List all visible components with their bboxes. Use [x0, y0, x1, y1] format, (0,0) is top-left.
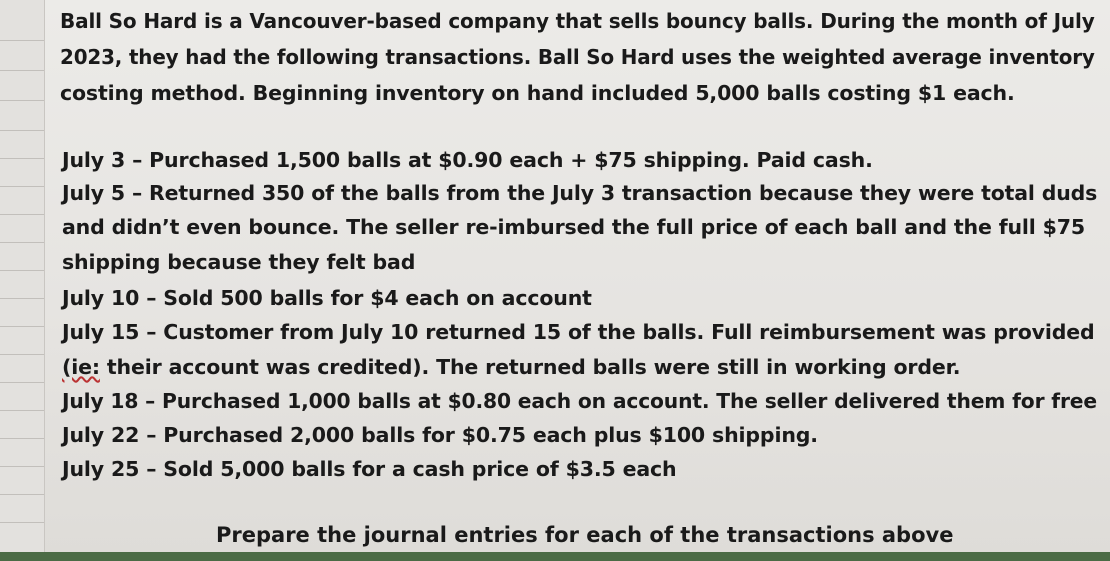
margin-rule	[0, 382, 44, 383]
transaction-july-18: July 18 – Purchased 1,000 balls at $0.80 each on account. The seller delivered them for free	[62, 389, 1097, 413]
transaction-july-3: July 3 – Purchased 1,500 balls at $0.90 each + $75 shipping. Paid cash.	[62, 148, 873, 172]
intro-line: costing method. Beginning inventory on hand included 5,000 balls costing $1 each.	[60, 81, 1015, 105]
margin-rule	[0, 130, 44, 131]
instruction-text: Prepare the journal entries for each of the transactions above	[216, 523, 954, 547]
transaction-july-5-cont: and didn’t even bounce. The seller re-imbursed the full price of each ball and the full $75	[62, 215, 1086, 239]
margin-rule	[0, 242, 44, 243]
margin-rule	[0, 70, 44, 71]
margin-rule	[0, 158, 44, 159]
transaction-july-10: July 10 – Sold 500 balls for $4 each on account	[62, 286, 592, 310]
margin-rule	[0, 100, 44, 101]
transaction-july-25: July 25 – Sold 5,000 balls for a cash price of $3.5 each	[62, 457, 677, 481]
intro-line: Ball So Hard is a Vancouver-based company that sells bouncy balls. During the month of July	[60, 9, 1095, 33]
margin-rule	[0, 410, 44, 411]
margin-rule	[0, 270, 44, 271]
bottom-edge	[0, 552, 1110, 561]
transaction-july-22: July 22 – Purchased 2,000 balls for $0.75 each plus $100 shipping.	[62, 423, 818, 447]
margin-rule	[0, 326, 44, 327]
margin-rule	[0, 354, 44, 355]
margin-rule	[0, 494, 44, 495]
margin-rule	[0, 186, 44, 187]
transaction-july-15: July 15 – Customer from July 10 returned 15 of the balls. Full reimbursement was provided	[62, 320, 1095, 344]
intro-line: 2023, they had the following transactions. Ball So Hard uses the weighted average inventory	[60, 45, 1095, 69]
margin-rule	[0, 40, 44, 41]
margin-rule	[0, 214, 44, 215]
ie-prefix: (ie:	[62, 355, 100, 379]
transaction-july-5-cont: shipping because they felt bad	[62, 250, 416, 274]
transaction-july-15-cont-text: their account was credited). The returned balls were still in working order.	[106, 355, 961, 379]
transaction-july-15-cont	[62, 354, 960, 380]
margin-rule	[0, 466, 44, 467]
margin-rule	[0, 522, 44, 523]
transaction-july-5: July 5 – Returned 350 of the balls from the July 3 transaction because they were total duds	[62, 181, 1098, 205]
margin-rule	[0, 438, 44, 439]
margin-rule	[0, 298, 44, 299]
left-ruled-margin	[0, 0, 45, 561]
